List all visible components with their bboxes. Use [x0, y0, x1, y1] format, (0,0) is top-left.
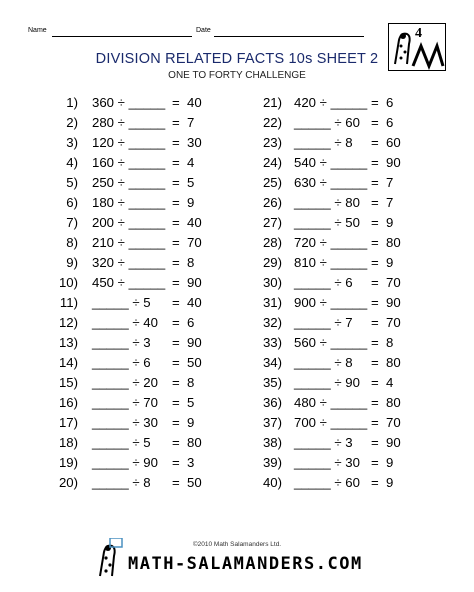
problem-answer: 4 [386, 375, 394, 390]
problem-number: 32) [262, 315, 282, 330]
problem-answer: 5 [187, 175, 195, 190]
equals-sign: = [172, 95, 180, 110]
problem-answer: 80 [386, 395, 401, 410]
problem-expression: _____ ÷ 5 [92, 295, 151, 310]
problem-number: 33) [262, 335, 282, 350]
equals-sign: = [172, 135, 180, 150]
problem-answer: 90 [386, 295, 401, 310]
equals-sign: = [172, 315, 180, 330]
problem-answer: 90 [386, 155, 401, 170]
problem-number: 9) [66, 255, 78, 270]
problem-answer: 80 [187, 435, 202, 450]
problem-expression: _____ ÷ 50 [294, 215, 360, 230]
problem-expression: 320 ÷ _____ [92, 255, 166, 270]
date-label: Date [196, 27, 211, 34]
problem-answer: 70 [386, 275, 401, 290]
equals-sign: = [371, 395, 379, 410]
problem-answer: 60 [386, 135, 401, 150]
equals-sign: = [371, 215, 379, 230]
problem-expression: _____ ÷ 40 [92, 315, 158, 330]
logo-number: 4 [415, 26, 422, 41]
equals-sign: = [371, 95, 379, 110]
name-line [52, 36, 192, 37]
problem-expression: 810 ÷ _____ [294, 255, 368, 270]
problem-expression: 200 ÷ _____ [92, 215, 166, 230]
equals-sign: = [371, 255, 379, 270]
equals-sign: = [172, 175, 180, 190]
problem-expression: 160 ÷ _____ [92, 155, 166, 170]
equals-sign: = [371, 235, 379, 250]
problem-expression: _____ ÷ 20 [92, 375, 158, 390]
problem-number: 10) [58, 275, 78, 290]
problem-expression: 480 ÷ _____ [294, 395, 368, 410]
problem-expression: _____ ÷ 70 [92, 395, 158, 410]
equals-sign: = [371, 435, 379, 450]
problem-number: 28) [262, 235, 282, 250]
problem-number: 31) [262, 295, 282, 310]
problem-expression: _____ ÷ 5 [92, 435, 151, 450]
problem-expression: _____ ÷ 30 [92, 415, 158, 430]
problem-answer: 9 [386, 215, 394, 230]
equals-sign: = [172, 255, 180, 270]
problem-expression: 450 ÷ _____ [92, 275, 166, 290]
problem-number: 26) [262, 195, 282, 210]
problem-answer: 70 [386, 415, 401, 430]
problem-expression: _____ ÷ 60 [294, 115, 360, 130]
equals-sign: = [371, 195, 379, 210]
problem-answer: 9 [386, 455, 394, 470]
problem-expression: 360 ÷ _____ [92, 95, 166, 110]
problem-expression: 280 ÷ _____ [92, 115, 166, 130]
problem-number: 15) [58, 375, 78, 390]
problem-expression: _____ ÷ 3 [294, 435, 353, 450]
equals-sign: = [172, 295, 180, 310]
problem-answer: 8 [187, 375, 195, 390]
equals-sign: = [371, 355, 379, 370]
equals-sign: = [172, 435, 180, 450]
problem-answer: 6 [187, 315, 195, 330]
equals-sign: = [172, 455, 180, 470]
problem-answer: 90 [386, 435, 401, 450]
problem-number: 3) [66, 135, 78, 150]
equals-sign: = [371, 335, 379, 350]
problem-number: 23) [262, 135, 282, 150]
worksheet-subtitle: ONE TO FORTY CHALLENGE [168, 70, 306, 81]
problem-number: 38) [262, 435, 282, 450]
problem-number: 25) [262, 175, 282, 190]
problem-number: 21) [262, 95, 282, 110]
problem-number: 36) [262, 395, 282, 410]
problem-answer: 90 [187, 275, 202, 290]
problem-expression: _____ ÷ 7 [294, 315, 353, 330]
problem-expression: _____ ÷ 8 [92, 475, 151, 490]
problem-answer: 9 [187, 415, 195, 430]
problem-number: 12) [58, 315, 78, 330]
salamander-logo [388, 23, 446, 71]
problem-number: 5) [66, 175, 78, 190]
equals-sign: = [371, 375, 379, 390]
equals-sign: = [371, 455, 379, 470]
equals-sign: = [371, 475, 379, 490]
problem-answer: 30 [187, 135, 202, 150]
equals-sign: = [172, 155, 180, 170]
equals-sign: = [172, 375, 180, 390]
problem-expression: 180 ÷ _____ [92, 195, 166, 210]
problem-expression: _____ ÷ 90 [294, 375, 360, 390]
problem-number: 34) [262, 355, 282, 370]
equals-sign: = [172, 335, 180, 350]
problem-expression: 720 ÷ _____ [294, 235, 368, 250]
problem-answer: 80 [386, 355, 401, 370]
problem-expression: _____ ÷ 6 [294, 275, 353, 290]
problem-answer: 3 [187, 455, 195, 470]
problem-number: 8) [66, 235, 78, 250]
problem-answer: 50 [187, 355, 202, 370]
problem-number: 20) [58, 475, 78, 490]
problem-expression: _____ ÷ 60 [294, 475, 360, 490]
equals-sign: = [172, 195, 180, 210]
problem-expression: _____ ÷ 30 [294, 455, 360, 470]
problem-number: 11) [59, 295, 78, 310]
problem-number: 14) [58, 355, 78, 370]
problem-answer: 7 [386, 195, 394, 210]
problem-expression: 210 ÷ _____ [92, 235, 166, 250]
problem-expression: _____ ÷ 80 [294, 195, 360, 210]
problem-answer: 6 [386, 115, 394, 130]
problem-number: 24) [262, 155, 282, 170]
problem-expression: _____ ÷ 90 [92, 455, 158, 470]
problem-number: 29) [262, 255, 282, 270]
problem-answer: 50 [187, 475, 202, 490]
problem-answer: 40 [187, 295, 202, 310]
problem-number: 27) [262, 215, 282, 230]
problem-number: 19) [58, 455, 78, 470]
problem-expression: _____ ÷ 3 [92, 335, 151, 350]
problem-answer: 7 [187, 115, 195, 130]
problem-expression: 120 ÷ _____ [92, 135, 166, 150]
problem-number: 4) [66, 155, 78, 170]
equals-sign: = [371, 155, 379, 170]
problem-answer: 40 [187, 215, 202, 230]
problem-answer: 9 [386, 255, 394, 270]
date-line [214, 36, 364, 37]
equals-sign: = [371, 135, 379, 150]
problem-number: 16) [58, 395, 78, 410]
problem-answer: 9 [386, 475, 394, 490]
problem-expression: 900 ÷ _____ [294, 295, 368, 310]
problem-expression: 700 ÷ _____ [294, 415, 368, 430]
problem-answer: 4 [187, 155, 195, 170]
equals-sign: = [371, 275, 379, 290]
equals-sign: = [172, 475, 180, 490]
problem-expression: 250 ÷ _____ [92, 175, 166, 190]
equals-sign: = [371, 295, 379, 310]
brand-name: MATH-SALAMANDERS.COM [128, 554, 363, 574]
problem-expression: 560 ÷ _____ [294, 335, 368, 350]
problem-number: 7) [66, 215, 78, 230]
equals-sign: = [172, 275, 180, 290]
problem-answer: 8 [386, 335, 394, 350]
problem-number: 1) [66, 95, 78, 110]
equals-sign: = [371, 115, 379, 130]
problem-expression: 540 ÷ _____ [294, 155, 368, 170]
problem-number: 18) [58, 435, 78, 450]
problem-number: 2) [66, 115, 78, 130]
problem-number: 22) [262, 115, 282, 130]
problem-expression: _____ ÷ 6 [92, 355, 151, 370]
problem-answer: 90 [187, 335, 202, 350]
worksheet-title: DIVISION RELATED FACTS 10s SHEET 2 [95, 51, 379, 67]
problem-expression: 630 ÷ _____ [294, 175, 368, 190]
problem-expression: _____ ÷ 8 [294, 355, 353, 370]
problem-answer: 5 [187, 395, 195, 410]
problem-number: 13) [58, 335, 78, 350]
problem-number: 35) [262, 375, 282, 390]
problem-answer: 40 [187, 95, 202, 110]
problem-number: 17) [58, 415, 78, 430]
problem-answer: 6 [386, 95, 394, 110]
equals-sign: = [172, 355, 180, 370]
problem-number: 39) [262, 455, 282, 470]
problem-number: 40) [262, 475, 282, 490]
problem-expression: _____ ÷ 8 [294, 135, 353, 150]
equals-sign: = [371, 175, 379, 190]
problem-answer: 70 [386, 315, 401, 330]
equals-sign: = [371, 415, 379, 430]
problem-answer: 7 [386, 175, 394, 190]
problem-answer: 8 [187, 255, 195, 270]
equals-sign: = [172, 235, 180, 250]
equals-sign: = [371, 315, 379, 330]
problem-expression: 420 ÷ _____ [294, 95, 368, 110]
problem-answer: 70 [187, 235, 202, 250]
problem-answer: 80 [386, 235, 401, 250]
equals-sign: = [172, 115, 180, 130]
equals-sign: = [172, 395, 180, 410]
problem-number: 6) [66, 195, 78, 210]
problem-answer: 9 [187, 195, 195, 210]
problem-number: 30) [262, 275, 282, 290]
equals-sign: = [172, 215, 180, 230]
problem-number: 37) [262, 415, 282, 430]
copyright-text: ©2010 Math Salamanders Ltd. [192, 541, 282, 548]
equals-sign: = [172, 415, 180, 430]
name-label: Name [28, 27, 47, 34]
